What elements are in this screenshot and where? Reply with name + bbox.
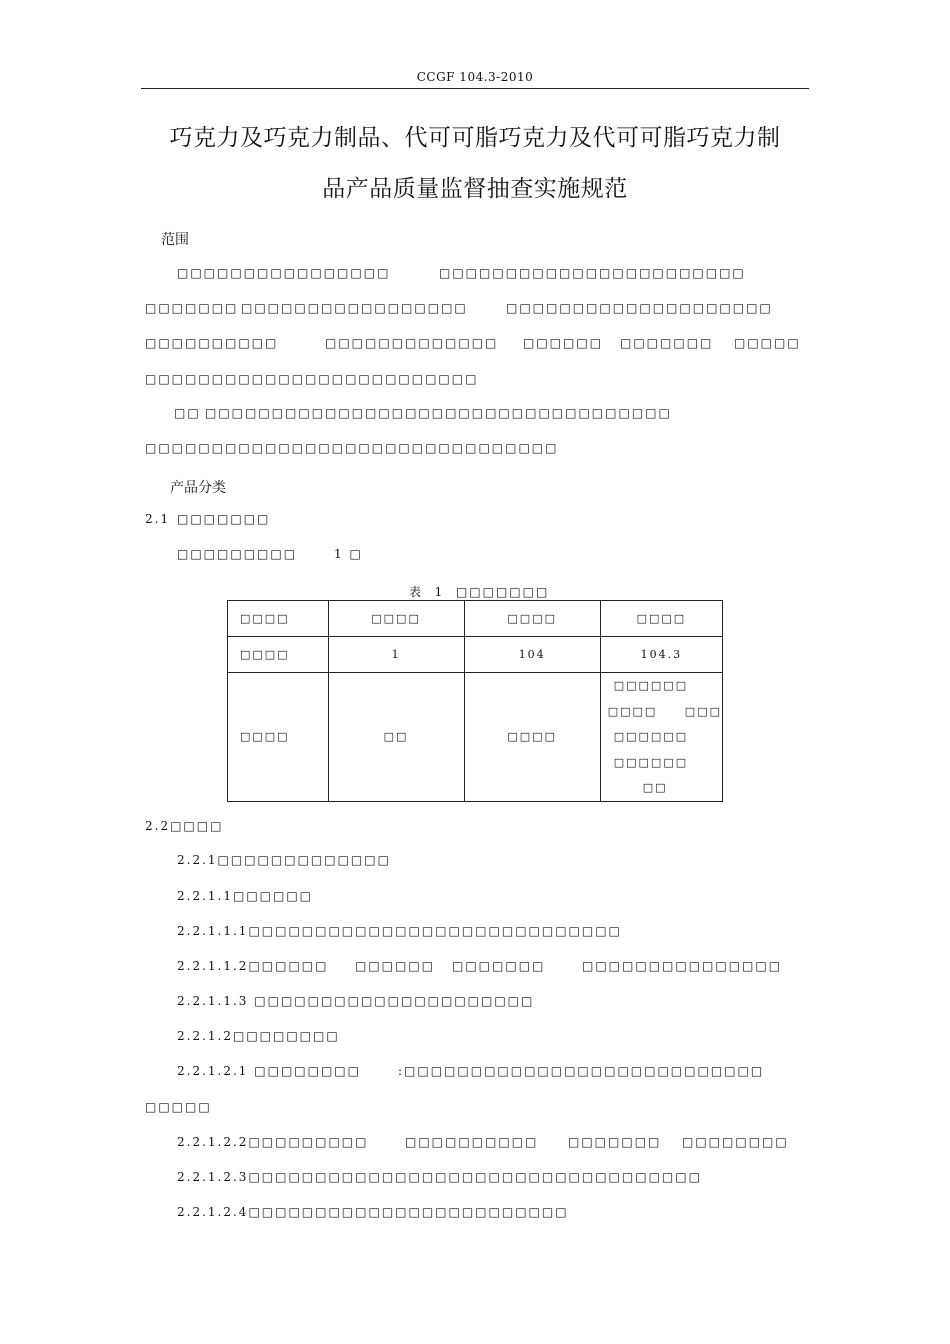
clause-text: □□□□□□□□□□□□□□□□□□□□□□□□□□□□: [248, 924, 622, 938]
clause-2-2-1-2-2-d: □□□□□□□□: [682, 1135, 789, 1149]
clause-number: 2.2.1.2.1: [177, 1064, 249, 1078]
table-cell: □□□□: [464, 673, 600, 802]
table-caption: [409, 583, 549, 600]
clause-number: 2.2.1.1.3: [177, 994, 249, 1008]
clause-number: 2.2.1.2: [177, 1029, 233, 1043]
clause-number: 2.2.1.2.3: [177, 1170, 249, 1184]
clause-2-2-1-2-1-b: :□□□□□□□□□□□□□□□□□□□□□□□□□□□: [398, 1064, 765, 1078]
clause-text: □□□□□□□□□: [248, 1135, 369, 1149]
scope-para3-part-d: □□□□□□□: [620, 336, 714, 350]
clause-text: □□□□□□: [232, 889, 314, 903]
clause-2-2-1-1-1: [177, 924, 622, 938]
clause-number: 2.2.1.1: [177, 889, 233, 903]
clause-2-2-1-1-2-c: □□□□□□□: [452, 959, 546, 973]
clause-2-2-1-1: [177, 889, 313, 903]
clause-2-2-1-1-2-d: □□□□□□□□□□□□□□□: [582, 959, 783, 973]
clause-2-2-1-2-1-continuation: □□□□□: [145, 1100, 212, 1114]
table-cell: 1: [328, 637, 464, 673]
section-heading-classification: 产品分类: [170, 480, 226, 496]
product-item: □□□□□□: [613, 730, 689, 743]
table-caption-prefix: 表: [409, 585, 424, 599]
scope-para5-part-b: □□□□□□□□□□□□□□□□□□□□□□□□□□□□□□□□□□□: [205, 406, 672, 420]
document-title-line2: 品产品质量监督抽查实施规范: [322, 176, 628, 202]
clause-2-2-1-2-4: [177, 1205, 569, 1219]
table-header-cell: □□□□: [228, 601, 329, 637]
table-cell-label: □□□□: [228, 637, 329, 673]
table-cell: 104: [464, 637, 600, 673]
table-cell: 104.3: [600, 637, 722, 673]
clause-number: 2.2.1.2.2: [177, 1135, 249, 1149]
scope-para3-part-e: □□□□□: [734, 336, 801, 350]
scope-para1-part-a: □□□□□□□□□□□□□□□□: [177, 266, 391, 280]
clause-number: 2.2.1.1.1: [177, 924, 249, 938]
scope-para6: □□□□□□□□□□□□□□□□□□□□□□□□□□□□□□□: [145, 441, 559, 455]
table-header-cell: □□□□: [464, 601, 600, 637]
scope-para4: □□□□□□□□□□□□□□□□□□□□□□□□□: [145, 372, 479, 386]
standard-code: CCGF 104.3-2010: [416, 70, 534, 84]
scope-para2-part-b: □□□□□□□□□□□□□□□□□: [241, 301, 468, 315]
clause-2-2-1-1-3: [177, 994, 534, 1008]
clause-2-1-text-b: 1 □: [334, 547, 363, 561]
clause-text: □□□□□□□□□□□□□: [217, 853, 391, 867]
section-heading-scope: 范围: [161, 232, 189, 248]
clause-text: □□□□□□□□: [254, 1064, 361, 1078]
product-item: □□□□□□: [613, 755, 689, 769]
clause-2-2-1-2: [177, 1029, 340, 1043]
clause-2-2-1-1-2-b: □□□□□□: [355, 959, 436, 973]
clause-text: □□□□□□: [248, 959, 329, 973]
clause-text: □□□□□□□□□□□□□□□□□□□□□□□□: [248, 1205, 569, 1219]
clause-2-2: [145, 819, 223, 833]
scope-para2-part-a: □□□□□□□: [145, 301, 239, 315]
clause-2-2-1-2-2-b: □□□□□□□□□□: [405, 1135, 539, 1149]
classification-table: [227, 600, 723, 802]
clause-text: □□□□: [170, 819, 224, 833]
table-cell-product-list: [600, 673, 722, 802]
clause-number: 2.2.1.2.4: [177, 1205, 249, 1219]
product-item: □□: [642, 781, 668, 794]
scope-para2-part-c: □□□□□□□□□□□□□□□□□□□□: [506, 301, 773, 315]
clause-text: □□□□□□□□□□□□□□□□□□□□□: [254, 994, 535, 1008]
scope-para3-part-a: □□□□□□□□□□: [145, 336, 279, 350]
table-header-cell: □□□□: [328, 601, 464, 637]
clause-number: 2.2: [145, 819, 171, 833]
product-item: □□□□ □□□: [607, 704, 722, 718]
table-caption-number: 1: [434, 585, 445, 599]
table-cell: □□: [328, 673, 464, 802]
table-header-row: [228, 601, 723, 637]
table-row: [228, 637, 723, 673]
product-item: □□□□□□: [613, 679, 689, 692]
clause-text: □□□□□□□□: [232, 1029, 340, 1043]
table-caption-text: □□□□□□□: [455, 585, 550, 599]
scope-para1-part-b: □□□□□□□□□□□□□□□□□□□□□□□: [439, 266, 746, 280]
clause-2-2-1-2-1-number-and-a: [177, 1064, 361, 1078]
clause-2-2-1: [177, 853, 391, 867]
clause-2-2-1-2-2-number-and-a: [177, 1135, 368, 1149]
clause-number: 2.2.1: [177, 853, 218, 867]
clause-2-2-1-2-2-c: □□□□□□□: [568, 1135, 662, 1149]
clause-2-1-title: □□□□□□□: [177, 512, 271, 526]
clause-2-2-1-1-2-number-and-a: [177, 959, 328, 973]
document-title-line1: 巧克力及巧克力制品、代可可脂巧克力及代可可脂巧克力制: [169, 125, 781, 151]
scope-para3-part-b: □□□□□□□□□□□□□: [325, 336, 499, 350]
clause-number: 2.2.1.1.2: [177, 959, 249, 973]
header-rule: [141, 88, 809, 89]
table-row: [228, 673, 723, 802]
scope-para5-part-a: □□: [174, 406, 201, 420]
clause-2-1-text-a: □□□□□□□□□: [177, 547, 298, 561]
scope-para3-part-c: □□□□□□: [523, 336, 604, 350]
table-cell-label: □□□□: [228, 673, 329, 802]
clause-2-2-1-2-3: [177, 1170, 702, 1184]
table-header-cell: □□□□: [600, 601, 722, 637]
clause-2-1-number: 2.1: [145, 512, 171, 526]
clause-text: □□□□□□□□□□□□□□□□□□□□□□□□□□□□□□□□□□: [248, 1170, 702, 1184]
